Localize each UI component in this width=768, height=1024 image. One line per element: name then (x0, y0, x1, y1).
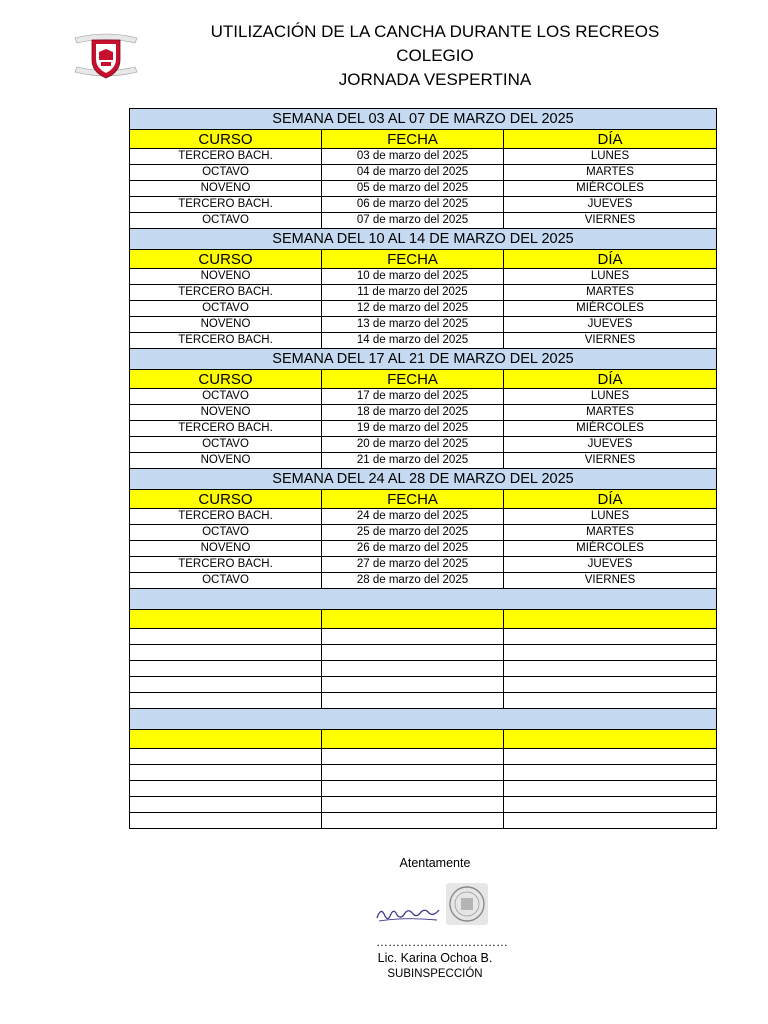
curso-cell: NOVENO (130, 541, 322, 557)
schedule-table (129, 108, 717, 829)
table-row (130, 453, 717, 469)
week-header-row (130, 229, 717, 250)
week-header-row (130, 349, 717, 370)
curso-cell: OCTAVO (130, 437, 322, 453)
curso-cell: OCTAVO (130, 301, 322, 317)
curso-cell (130, 661, 322, 677)
table-row (130, 765, 717, 781)
fecha-header (322, 610, 504, 629)
fecha-cell: 18 de marzo del 2025 (322, 405, 504, 421)
dia-cell: JUEVES (504, 317, 717, 333)
curso-cell: TERCERO BACH. (130, 421, 322, 437)
table-row (130, 301, 717, 317)
dia-cell: LUNES (504, 509, 717, 525)
dia-cell: LUNES (504, 149, 717, 165)
dia-header: DÍA (504, 370, 717, 389)
signature-line: …………………………… (376, 935, 508, 949)
table-row (130, 213, 717, 229)
dia-cell: JUEVES (504, 557, 717, 573)
fecha-cell: 06 de marzo del 2025 (322, 197, 504, 213)
curso-cell (130, 677, 322, 693)
table-row (130, 437, 717, 453)
dia-cell: MIÉRCOLES (504, 301, 717, 317)
table-row (130, 525, 717, 541)
fecha-header: FECHA (322, 250, 504, 269)
curso-header (130, 610, 322, 629)
column-header-row (130, 610, 717, 629)
week-title: SEMANA DEL 24 AL 28 DE MARZO DEL 2025 (130, 469, 717, 490)
dia-cell: MARTES (504, 165, 717, 181)
signer-role: SUBINSPECCIÓN (387, 968, 483, 980)
fecha-cell (322, 813, 504, 829)
dia-header: DÍA (504, 490, 717, 509)
fecha-cell: 19 de marzo del 2025 (322, 421, 504, 437)
curso-cell: NOVENO (130, 181, 322, 197)
table-row (130, 317, 717, 333)
curso-cell (130, 749, 322, 765)
table-row (130, 541, 717, 557)
document-title (150, 20, 720, 92)
school-logo (72, 30, 140, 82)
dia-cell (504, 781, 717, 797)
week-title (130, 589, 717, 610)
title-line-3: JORNADA VESPERTINA (338, 70, 532, 89)
curso-cell: NOVENO (130, 453, 322, 469)
fecha-header: FECHA (322, 370, 504, 389)
signature-area (375, 880, 495, 930)
fecha-cell (322, 693, 504, 709)
dia-cell: LUNES (504, 389, 717, 405)
dia-cell (504, 629, 717, 645)
curso-header: CURSO (130, 370, 322, 389)
curso-cell: NOVENO (130, 269, 322, 285)
dia-cell (504, 693, 717, 709)
dia-cell: MARTES (504, 525, 717, 541)
dia-cell: MIÉRCOLES (504, 541, 717, 557)
curso-cell (130, 813, 322, 829)
week-title: SEMANA DEL 10 AL 14 DE MARZO DEL 2025 (130, 229, 717, 250)
table-row (130, 677, 717, 693)
fecha-cell: 12 de marzo del 2025 (322, 301, 504, 317)
table-row (130, 149, 717, 165)
column-header-row (130, 130, 717, 149)
column-header-row (130, 730, 717, 749)
dia-cell (504, 661, 717, 677)
fecha-cell: 26 de marzo del 2025 (322, 541, 504, 557)
week-header-row (130, 109, 717, 130)
title-line-2: COLEGIO (396, 46, 474, 65)
table-row (130, 509, 717, 525)
column-header-row (130, 490, 717, 509)
dia-cell: VIERNES (504, 453, 717, 469)
fecha-cell (322, 765, 504, 781)
dia-cell: MARTES (504, 405, 717, 421)
fecha-cell: 28 de marzo del 2025 (322, 573, 504, 589)
curso-header: CURSO (130, 490, 322, 509)
curso-cell: TERCERO BACH. (130, 557, 322, 573)
curso-cell: TERCERO BACH. (130, 509, 322, 525)
table-row (130, 333, 717, 349)
dia-cell (504, 749, 717, 765)
curso-cell: OCTAVO (130, 573, 322, 589)
table-row (130, 797, 717, 813)
table-row (130, 781, 717, 797)
fecha-cell: 03 de marzo del 2025 (322, 149, 504, 165)
curso-cell: TERCERO BACH. (130, 285, 322, 301)
handwritten-signature-icon (375, 900, 443, 926)
week-title: SEMANA DEL 03 AL 07 DE MARZO DEL 2025 (130, 109, 717, 130)
curso-cell: NOVENO (130, 317, 322, 333)
dia-header: DÍA (504, 250, 717, 269)
dia-cell: MARTES (504, 285, 717, 301)
signer-name: Lic. Karina Ochoa B. (377, 951, 493, 965)
week-title (130, 709, 717, 730)
dia-cell: VIERNES (504, 333, 717, 349)
fecha-header (322, 730, 504, 749)
fecha-cell: 17 de marzo del 2025 (322, 389, 504, 405)
dia-header (504, 730, 717, 749)
table-row (130, 197, 717, 213)
dia-header (504, 610, 717, 629)
title-line-1: UTILIZACIÓN DE LA CANCHA DURANTE LOS RECREOS (210, 22, 660, 41)
dia-cell (504, 813, 717, 829)
fecha-cell: 27 de marzo del 2025 (322, 557, 504, 573)
week-title: SEMANA DEL 17 AL 21 DE MARZO DEL 2025 (130, 349, 717, 370)
dia-cell (504, 677, 717, 693)
curso-cell (130, 629, 322, 645)
dia-cell: JUEVES (504, 197, 717, 213)
week-header-row (130, 709, 717, 730)
table-row (130, 181, 717, 197)
school-shield-logo-icon (72, 30, 140, 82)
table-row (130, 421, 717, 437)
fecha-cell (322, 677, 504, 693)
fecha-cell (322, 797, 504, 813)
curso-cell: OCTAVO (130, 213, 322, 229)
curso-cell: TERCERO BACH. (130, 333, 322, 349)
fecha-cell: 20 de marzo del 2025 (322, 437, 504, 453)
curso-header: CURSO (130, 130, 322, 149)
dia-cell: MIÉRCOLES (504, 421, 717, 437)
fecha-header: FECHA (322, 490, 504, 509)
curso-header (130, 730, 322, 749)
curso-cell (130, 797, 322, 813)
curso-cell: OCTAVO (130, 525, 322, 541)
closing-text: Atentamente (399, 856, 471, 870)
dia-cell: JUEVES (504, 437, 717, 453)
curso-header: CURSO (130, 250, 322, 269)
fecha-cell: 10 de marzo del 2025 (322, 269, 504, 285)
curso-cell: TERCERO BACH. (130, 149, 322, 165)
dia-cell (504, 645, 717, 661)
fecha-cell (322, 749, 504, 765)
curso-cell (130, 645, 322, 661)
table-row (130, 661, 717, 677)
table-row (130, 629, 717, 645)
table-row (130, 645, 717, 661)
week-header-row (130, 589, 717, 610)
fecha-cell: 14 de marzo del 2025 (322, 333, 504, 349)
table-row (130, 693, 717, 709)
fecha-cell: 07 de marzo del 2025 (322, 213, 504, 229)
fecha-cell: 11 de marzo del 2025 (322, 285, 504, 301)
dia-cell: VIERNES (504, 573, 717, 589)
table-row (130, 749, 717, 765)
curso-cell: OCTAVO (130, 165, 322, 181)
institution-seal-stamp-icon (445, 882, 489, 926)
table-row (130, 165, 717, 181)
curso-cell (130, 765, 322, 781)
fecha-cell: 25 de marzo del 2025 (322, 525, 504, 541)
dia-cell: LUNES (504, 269, 717, 285)
fecha-cell (322, 661, 504, 677)
table-row (130, 573, 717, 589)
table-row (130, 285, 717, 301)
dia-cell (504, 797, 717, 813)
fecha-cell: 13 de marzo del 2025 (322, 317, 504, 333)
dia-cell: MIÉRCOLES (504, 181, 717, 197)
week-header-row (130, 469, 717, 490)
fecha-header: FECHA (322, 130, 504, 149)
fecha-cell: 05 de marzo del 2025 (322, 181, 504, 197)
table-row (130, 389, 717, 405)
dia-cell (504, 765, 717, 781)
column-header-row (130, 370, 717, 389)
curso-cell: TERCERO BACH. (130, 197, 322, 213)
curso-cell (130, 781, 322, 797)
fecha-cell (322, 781, 504, 797)
dia-header: DÍA (504, 130, 717, 149)
table-row (130, 557, 717, 573)
curso-cell: NOVENO (130, 405, 322, 421)
curso-cell (130, 693, 322, 709)
fecha-cell (322, 645, 504, 661)
fecha-cell: 04 de marzo del 2025 (322, 165, 504, 181)
fecha-cell: 24 de marzo del 2025 (322, 509, 504, 525)
fecha-cell: 21 de marzo del 2025 (322, 453, 504, 469)
table-row (130, 269, 717, 285)
table-row (130, 405, 717, 421)
column-header-row (130, 250, 717, 269)
dia-cell: VIERNES (504, 213, 717, 229)
table-row (130, 813, 717, 829)
fecha-cell (322, 629, 504, 645)
curso-cell: OCTAVO (130, 389, 322, 405)
